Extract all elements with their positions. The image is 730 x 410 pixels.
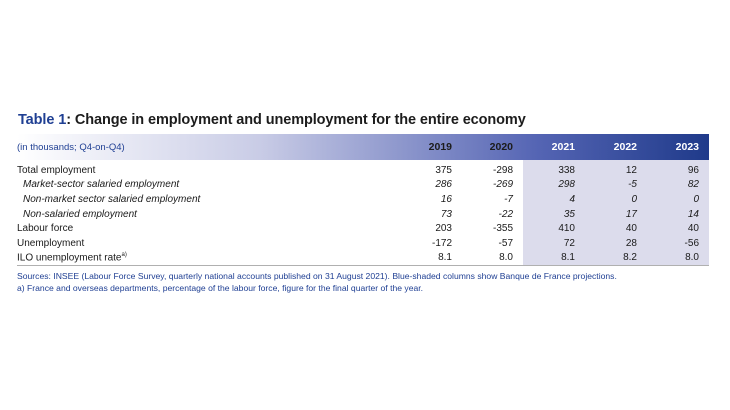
year-header-2020: 2020 bbox=[489, 141, 513, 153]
table-row-ilo-rate bbox=[17, 251, 709, 266]
cell-2023: 8.0 bbox=[647, 251, 709, 266]
row-label: Market-sector salaried employment bbox=[23, 179, 180, 191]
cell-2021: 338 bbox=[523, 160, 585, 178]
row-label: Non-salaried employment bbox=[23, 208, 137, 220]
row-label: Non-market sector salaried employment bbox=[23, 193, 201, 205]
cell-2019: 203 bbox=[435, 223, 452, 235]
cell-2021: 8.1 bbox=[523, 251, 585, 266]
table-container bbox=[17, 112, 709, 294]
cell-2021: 72 bbox=[523, 236, 585, 251]
cell-2019: 73 bbox=[440, 208, 452, 220]
row-label-text: ILO unemployment rate bbox=[17, 252, 122, 264]
cell-2022: 28 bbox=[585, 236, 647, 251]
cell-2021: 410 bbox=[523, 221, 585, 236]
cell-2019: 286 bbox=[435, 179, 452, 191]
header-row bbox=[17, 134, 709, 160]
cell-2023: 40 bbox=[647, 221, 709, 236]
cell-2023: 82 bbox=[647, 178, 709, 193]
table-row-market-sector bbox=[17, 178, 709, 193]
table-number: Table 1 bbox=[18, 112, 67, 128]
row-label: Unemployment bbox=[17, 237, 85, 249]
cell-2023: 14 bbox=[647, 207, 709, 222]
row-label: Labour force bbox=[17, 223, 74, 235]
cell-2021: 4 bbox=[523, 192, 585, 207]
cell-2022: 8.2 bbox=[585, 251, 647, 266]
cell-2020: -22 bbox=[498, 208, 513, 220]
row-label: Total employment bbox=[17, 164, 96, 176]
year-header-2022: 2022 bbox=[613, 141, 637, 153]
cell-2023: 0 bbox=[647, 192, 709, 207]
cell-2022: 40 bbox=[585, 221, 647, 236]
table-row-unemployment bbox=[17, 236, 709, 251]
year-header-2019: 2019 bbox=[428, 141, 452, 153]
cell-2020: -57 bbox=[498, 237, 513, 249]
table-row-non-market-sector bbox=[17, 192, 709, 207]
cell-2021: 298 bbox=[523, 178, 585, 193]
cell-2020: -298 bbox=[492, 164, 513, 176]
cell-2019: 16 bbox=[440, 193, 452, 205]
year-header-2023: 2023 bbox=[675, 141, 699, 153]
cell-2020: 8.0 bbox=[462, 251, 523, 266]
unit-header: (in thousands; Q4-on-Q4) bbox=[17, 141, 125, 153]
table-notes bbox=[17, 271, 709, 294]
cell-2020: -7 bbox=[504, 193, 513, 205]
table-row-labour-force bbox=[17, 221, 709, 236]
cell-2022: 17 bbox=[585, 207, 647, 222]
table-title-text: : Change in employment and unemployment for the entire economy bbox=[66, 112, 526, 128]
cell-2020: -269 bbox=[492, 179, 513, 191]
cell-2019: 375 bbox=[435, 164, 452, 176]
footnote-marker: a) bbox=[121, 252, 127, 259]
table-row-total-employment bbox=[17, 160, 709, 178]
cell-2022: -5 bbox=[585, 178, 647, 193]
employment-table bbox=[17, 134, 709, 266]
cell-2022: 12 bbox=[585, 160, 647, 178]
table-row-non-salaried bbox=[17, 207, 709, 222]
cell-2019: 8.1 bbox=[403, 251, 462, 266]
year-header-2021: 2021 bbox=[551, 141, 575, 153]
footnote-a: a) France and overseas departments, percentage of the labour force, figure for the final quarter of the year. bbox=[17, 282, 424, 293]
cell-2020: -355 bbox=[492, 223, 513, 235]
cell-2023: 96 bbox=[647, 160, 709, 178]
sources-note: Sources: INSEE (Labour Force Survey, quarterly national accounts published on 31 August 2021). Blue-shaded columns show Banque de France projections. bbox=[17, 271, 617, 282]
cell-2019: -172 bbox=[431, 237, 452, 249]
cell-2021: 35 bbox=[523, 207, 585, 222]
cell-2023: -56 bbox=[647, 236, 709, 251]
table-title bbox=[18, 112, 709, 128]
cell-2022: 0 bbox=[585, 192, 647, 207]
row-label bbox=[17, 251, 403, 266]
